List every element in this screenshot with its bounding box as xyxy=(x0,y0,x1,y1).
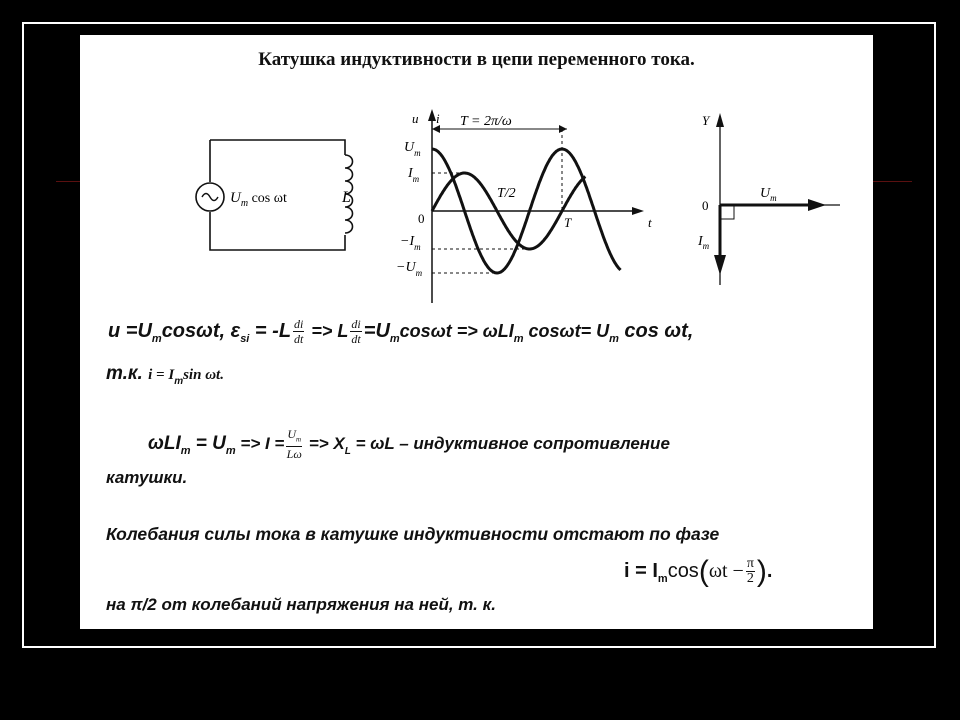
text-line-4: катушки. xyxy=(106,468,188,487)
im-label: $I_m$ xyxy=(408,166,420,184)
slide-title: Катушка индуктивности в цепи переменного тока. xyxy=(258,49,695,70)
formula-line-1: $u =U_m\cos\omega t$, $\varepsilon_{si} = -L$ $\frac{di}{dt}$ => L $\frac{di}{dt}$ $=U_m\cos\omega t => \omega LI_m$ $\cos\omega t= U_m$ cos ωt, xyxy=(108,317,694,346)
axis-y-label: Y xyxy=(702,113,710,128)
current-formula: $i = I_m\cos(\omega t$ − $\frac{\pi}{2}$ ). xyxy=(624,555,773,588)
axis-t-label: t xyxy=(648,215,652,230)
text-line-5: Колебания силы тока в катушке индуктивности отстают по фазе xyxy=(106,524,720,544)
source-label: $U_m$ cos ωt xyxy=(230,190,287,209)
phasor-diagram xyxy=(680,105,860,295)
formula-line-2: т.к. $i = I_m\sin$ ωt. xyxy=(106,363,224,387)
neg-im-label: $-I_m$ xyxy=(400,234,421,252)
waveform-graph xyxy=(392,103,672,313)
phasor-im-label: $I_m$ xyxy=(698,234,710,251)
axis-u-label: u xyxy=(412,111,419,126)
axis-i-label: i xyxy=(436,111,440,126)
neg-um-label: $-U_m$ xyxy=(396,260,423,278)
phasor-um-label: $U_m$ xyxy=(760,186,777,203)
t-mark-label: T xyxy=(564,215,572,230)
circuit-diagram xyxy=(190,130,370,260)
zero-label: 0 xyxy=(418,211,425,226)
half-period-label: T/2 xyxy=(497,186,516,201)
um-label: $U_m$ xyxy=(404,140,421,158)
phasor-zero: 0 xyxy=(702,198,709,213)
inductor-label: L xyxy=(342,189,351,206)
period-label: T = 2π/ω xyxy=(460,114,512,129)
fraction-um-lw: $\frac{U_m}{L\omega}$ xyxy=(286,427,302,462)
slide-content xyxy=(80,35,873,629)
fraction-di-dt-2: $\frac{di}{dt}$ xyxy=(351,317,361,346)
formula-line-3: $\omega LI_m = U_m => I$ = $\frac{U_m}{L\omega}$ => $X_L = \omega L$ – индуктивное сопротивление xyxy=(148,427,670,462)
fraction-pi-2: $\frac{\pi}{2}$ xyxy=(746,556,754,587)
text-line-6: на π/2 от колебаний напряжения на ней, т. к. xyxy=(106,595,496,614)
fraction-di-dt: $\frac{di}{dt}$ xyxy=(294,317,304,346)
